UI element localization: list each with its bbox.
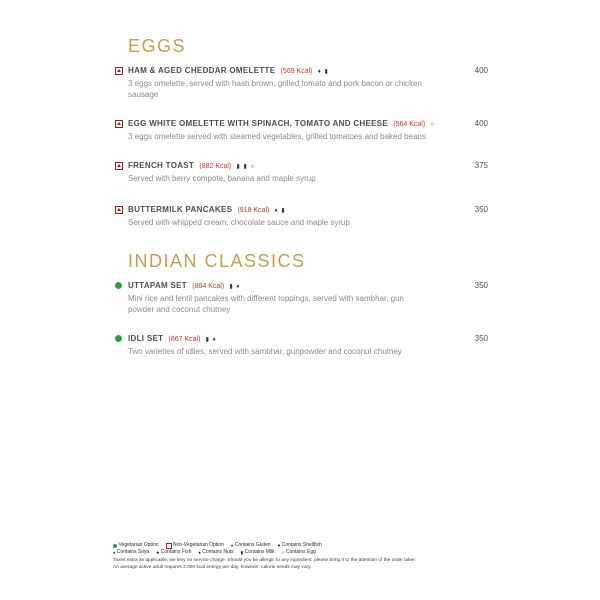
allergen-icons: ♦ ▮ xyxy=(317,69,329,75)
legend-label: Contains Gluten xyxy=(234,542,271,549)
kcal-label: (569 Kcal) xyxy=(280,68,313,75)
menu-item xyxy=(128,119,488,142)
menu-item-price: 350 xyxy=(474,205,488,214)
menu-content xyxy=(128,36,488,376)
legend-label: Contains Egg xyxy=(285,549,316,555)
allergen-icons: ▮ ♦ xyxy=(229,284,241,290)
veg-icon xyxy=(115,335,122,342)
soya-icon: ♦ xyxy=(113,550,116,555)
legend-fish xyxy=(156,550,191,556)
legend-egg xyxy=(282,550,316,556)
menu-item-price: 400 xyxy=(474,119,488,128)
menu-item xyxy=(128,281,488,315)
menu-item xyxy=(128,161,488,184)
vegetarian-icon xyxy=(113,544,117,548)
menu-item-head xyxy=(128,281,488,292)
menu-item-description: Mini rice and lentil pancakes with different toppings, served with sambhar, gun powder and coconut chutney xyxy=(128,294,405,314)
menu-item-name: UTTAPAM SET xyxy=(128,281,187,290)
legend-row-2 xyxy=(113,550,500,556)
kcal-label: (918 Kcal) xyxy=(237,207,270,214)
menu-footer xyxy=(113,543,500,571)
disclaimer-line-2: An average active adult requires 2,000 kcal energy per day, however, calorie needs may vary. xyxy=(113,564,312,570)
non-veg-icon xyxy=(115,120,123,128)
menu-item-head xyxy=(128,205,488,216)
menu-item xyxy=(128,334,488,357)
milk-icon: ▮ xyxy=(240,550,244,555)
menu-item-price: 400 xyxy=(474,66,488,75)
menu-item-description: 3 eggs omelette served with steamed vegetables, grilled tomatoes and baked beans xyxy=(128,132,426,141)
legend-label: Contains Nuts xyxy=(202,549,234,555)
kcal-label: (884 Kcal) xyxy=(192,283,225,290)
menu-item-price: 350 xyxy=(474,334,488,343)
menu-item xyxy=(128,205,488,228)
menu-item-head xyxy=(128,334,488,345)
legend-label: Contains Soya xyxy=(116,549,150,555)
allergen-icons: ○ xyxy=(430,122,436,128)
menu-item xyxy=(128,66,488,100)
menu-item-name: IDLI SET xyxy=(128,334,164,343)
menu-item-head xyxy=(128,161,488,172)
legend-label: Vegetarian Option xyxy=(118,542,159,549)
gluten-icon: ♦ xyxy=(230,543,234,549)
legend-label: Contains Milk xyxy=(244,549,275,555)
menu-item-name: BUTTERMILK PANCAKES xyxy=(128,205,233,214)
menu-item-name: FRENCH TOAST xyxy=(128,161,195,170)
menu-item-description: Two varieties of idlies, served with sambhar, gunpowder and coconut chutney xyxy=(128,347,402,356)
legend-label: Contains Shellfish xyxy=(281,542,322,549)
section-title-indian-classics: INDIAN CLASSICS xyxy=(128,251,306,271)
menu-item-head xyxy=(128,119,488,130)
menu-item-description: 3 eggs omelette, served with hash brown, grilled tomato and pork bacon or chicken sausage xyxy=(128,79,422,99)
non-veg-icon xyxy=(115,206,123,214)
kcal-label: (564 Kcal) xyxy=(393,121,426,128)
legend-nuts xyxy=(198,550,233,556)
shellfish-icon: ♥ xyxy=(277,543,281,549)
menu-item-description: Served with whipped cream, chocolate sauce and maple syrup xyxy=(128,218,350,227)
menu-item-price: 375 xyxy=(474,161,488,170)
menu-item-description: Served with berry compote, banana and maple syrup xyxy=(128,174,316,183)
nuts-icon: ♠ xyxy=(198,550,201,555)
menu-item-name: EGG WHITE OMELETTE WITH SPINACH, TOMATO AND CHEESE xyxy=(128,119,389,128)
egg-icon: ○ xyxy=(281,550,285,555)
kcal-label: (882 Kcal) xyxy=(199,163,232,170)
legend-milk xyxy=(241,550,275,556)
section-title-eggs: EGGS xyxy=(128,36,187,56)
non-veg-icon xyxy=(115,67,123,75)
allergen-icons: ▮ ♦ xyxy=(205,337,217,343)
fish-icon: ♣ xyxy=(156,550,160,555)
non-veg-icon xyxy=(115,162,123,170)
legend-label: Contains Fish xyxy=(160,549,192,555)
allergen-icons: ♦ ▮ xyxy=(274,208,286,214)
allergen-icons: ▮ ▮ ○ xyxy=(236,164,256,170)
menu-item-price: 350 xyxy=(474,281,488,290)
non-vegetarian-icon xyxy=(166,543,172,549)
disclaimer-text xyxy=(113,558,500,571)
menu-item-name: HAM & AGED CHEDDAR OMELETTE xyxy=(128,66,276,75)
legend-soya xyxy=(113,550,149,556)
legend-label: Non-Vegetarian Option xyxy=(173,542,224,549)
veg-icon xyxy=(115,282,122,289)
disclaimer-line-1: Taxes extra as applicable, we levy no service charge. Should you be allergic to any ingredient, please bring it to the attention of the order taker. xyxy=(113,558,416,563)
kcal-label: (867 Kcal) xyxy=(168,336,201,343)
menu-item-head xyxy=(128,66,488,77)
